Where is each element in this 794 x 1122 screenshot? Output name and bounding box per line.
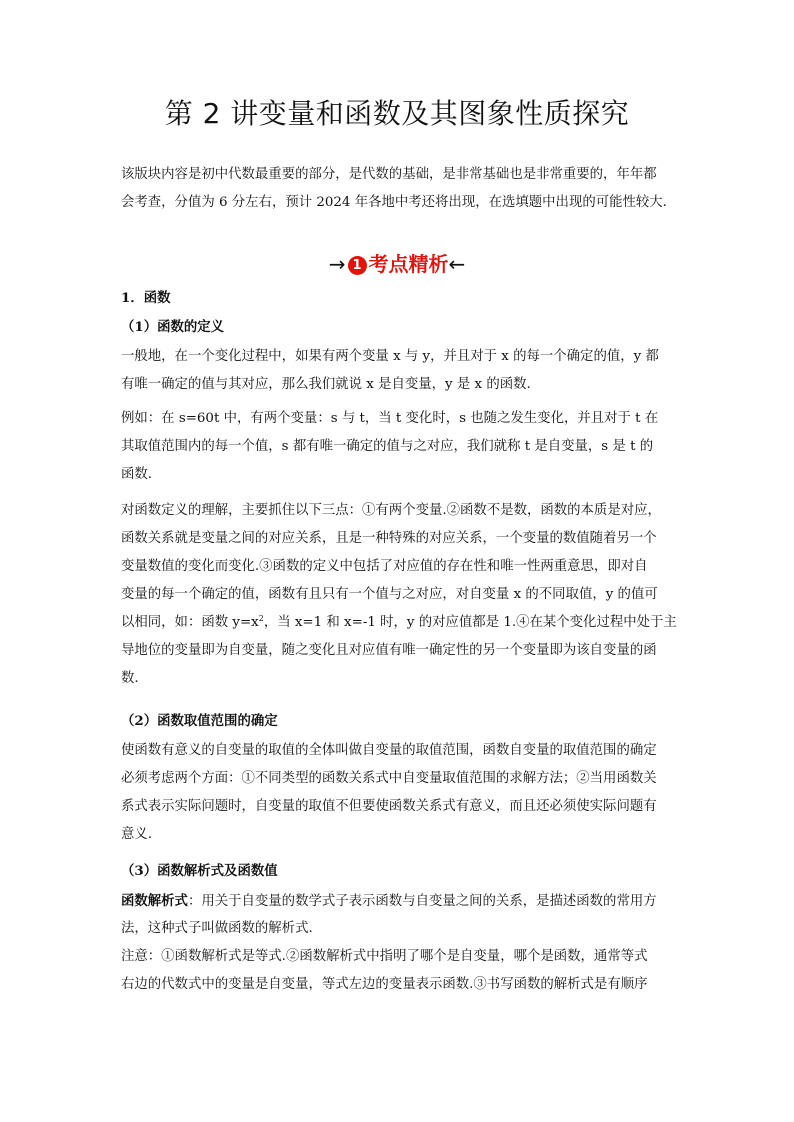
text-fragment: ，当 x=1 和 x=-1 时，y 的对应值都是 1.④在某个变化过程中处于主 [263, 615, 677, 630]
range-paragraph [121, 737, 674, 849]
text-line: 例如：在 s=60t 中，有两个变量：s 与 t，当 t 变化时，s 也随之发生变化，并且对于 t 在 [121, 411, 659, 426]
intro-line: 会考查，分值为 6 分左右，预计 2024 年各地中考还将出现，在选填题中出现的可能性较大. [121, 195, 667, 210]
text-line: 法，这种式子叫做函数的解析式. [121, 921, 313, 936]
text-line: 对函数定义的理解，主要抓住以下三点：①有两个变量.②函数不是数，函数的本质是对应， [121, 503, 661, 518]
text-line: 右边的代数式中的变量是自变量，等式左边的变量表示函数.③书写函数的解析式是有顺序 [121, 977, 648, 992]
text-fragment: 以相同，如：函数 y=x [121, 615, 259, 630]
understanding-paragraph [121, 497, 677, 693]
intro-line: 该版块内容是初中代数最重要的部分，是代数的基础，是非常基础也是非常重要的，年年都 [121, 167, 657, 182]
text-line: 导地位的变量即为自变量，随之变化且对应值有唯一确定性的另一个变量即为该自变量的函 [121, 643, 657, 658]
text-line: 变量的每一个确定的值，函数有且只有一个值与之对应，对自变量 x 的不同取值，y 的值可 [121, 587, 658, 602]
arrow-right-icon: → [328, 252, 346, 276]
subheading-definition: （1）函数的定义 [121, 319, 225, 335]
expression-paragraph [121, 887, 674, 999]
text-line: 必须考虑两个方面：①不同类型的函数关系式中自变量取值范围的求解方法；②当用函数关 [121, 771, 657, 786]
text-line: 其取值范围内的每一个值，s 都有唯一确定的值与之对应，我们就称 t 是自变量，s 是 t 的 [121, 439, 654, 454]
section-heading-label: 考点精析 [368, 252, 449, 276]
definition-paragraph [121, 343, 674, 399]
text-line: 一般地，在一个变化过程中，如果有两个变量 x 与 y，并且对于 x 的每一个确定的值，y 都 [121, 349, 659, 364]
text-line: 变量数值的变化而变化.③函数的定义中包括了对应值的存在性和唯一性两重意思，即对自 [121, 559, 648, 574]
example-paragraph [121, 405, 674, 489]
text-line [121, 887, 674, 915]
page-title: 第 2 讲变量和函数及其图象性质探究 [164, 97, 630, 130]
text-line: 注意：①函数解析式是等式.②函数解析式中指明了哪个是自变量，哪个是函数，通常等式 [121, 949, 648, 964]
text-line: 意义. [121, 827, 153, 842]
text-line: 数. [121, 671, 139, 686]
text-line: 函数关系就是变量之间的对应关系，且是一种特殊的对应关系，一个变量的数值随着另一个 [121, 531, 657, 546]
term-label: 函数解析式 [121, 893, 188, 909]
subheading-range: （2）函数取值范围的确定 [121, 713, 278, 729]
text-line: 函数. [121, 467, 153, 482]
subheading-expression: （3）函数解析式及函数值 [121, 863, 278, 879]
text-line: 系式表示实际问题时，自变量的取值不但要使函数关系式有意义，而且还必须使实际问题有 [121, 799, 657, 814]
intro-paragraph [121, 161, 674, 217]
topic-heading: 1．函数 [121, 290, 171, 306]
superscript: 2 [258, 614, 264, 623]
text-fragment: ：用关于自变量的数学式子表示函数与自变量之间的关系，是描述函数的常用方 [187, 894, 657, 909]
text-line: 使函数有意义的自变量的取值的全体叫做自变量的取值范围，函数自变量的取值范围的确定 [121, 743, 657, 758]
arrow-left-icon: ← [448, 252, 466, 276]
number-badge-icon: 1 [348, 256, 367, 275]
text-line: 有唯一确定的值与其对应，那么我们就说 x 是自变量，y 是 x 的函数. [121, 377, 531, 392]
text-line [121, 609, 677, 637]
section-heading [0, 250, 794, 278]
